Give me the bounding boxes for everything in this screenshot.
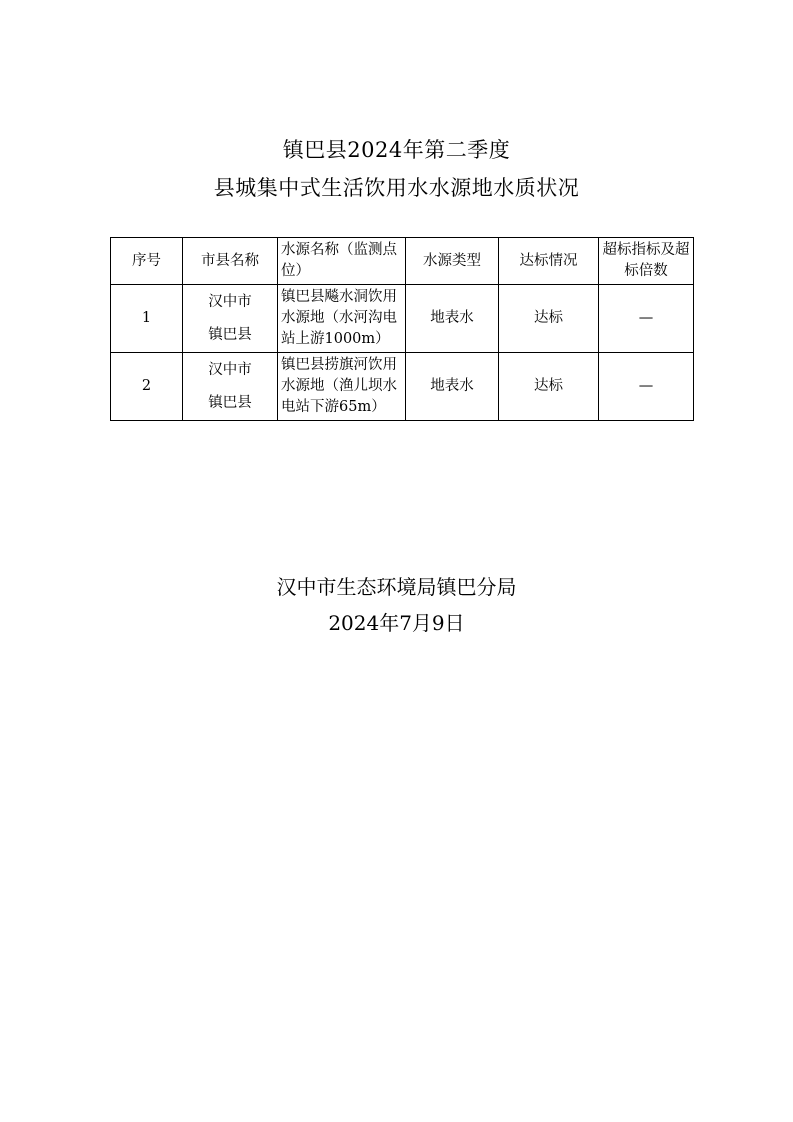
- header-cell-exceed: 超标指标及超标倍数: [599, 238, 694, 285]
- cell-exceed: —: [599, 285, 694, 353]
- cell-city: [183, 353, 278, 421]
- cell-no: 1: [111, 285, 183, 353]
- issuing-organization: 汉中市生态环境局镇巴分局: [276, 575, 517, 599]
- cell-county-name: 镇巴县: [208, 326, 252, 343]
- header-cell-source: 水源名称（监测点位）: [278, 238, 406, 285]
- cell-city-name: 汉中市: [208, 361, 252, 378]
- cell-type: 地表水: [406, 285, 499, 353]
- header-cell-status: 达标情况: [499, 238, 599, 285]
- header-cell-type: 水源类型: [406, 238, 499, 285]
- document-title-line-1: 镇巴县2024年第二季度: [282, 138, 511, 162]
- cell-status: 达标: [499, 285, 599, 353]
- header-cell-no: 序号: [111, 238, 183, 285]
- cell-city: [183, 285, 278, 353]
- cell-city-name: 汉中市: [208, 293, 252, 310]
- table-row: [111, 285, 694, 353]
- cell-county-name: 镇巴县: [208, 394, 252, 411]
- table-row: [111, 353, 694, 421]
- water-quality-table: [110, 237, 694, 421]
- cell-exceed: —: [599, 353, 694, 421]
- table-header-row: [111, 238, 694, 285]
- cell-type: 地表水: [406, 353, 499, 421]
- cell-source: 镇巴县捞旗河饮用水源地（渔儿坝水电站下游65m）: [278, 353, 406, 421]
- document-title-line-2: 县城集中式生活饮用水水源地水质状况: [213, 176, 580, 200]
- cell-source: 镇巴县飚水洞饮用水源地（水河沟电站上游1000m）: [278, 285, 406, 353]
- cell-status: 达标: [499, 353, 599, 421]
- cell-no: 2: [111, 353, 183, 421]
- header-cell-city: 市县名称: [183, 238, 278, 285]
- issue-date: 2024年7月9日: [328, 611, 465, 635]
